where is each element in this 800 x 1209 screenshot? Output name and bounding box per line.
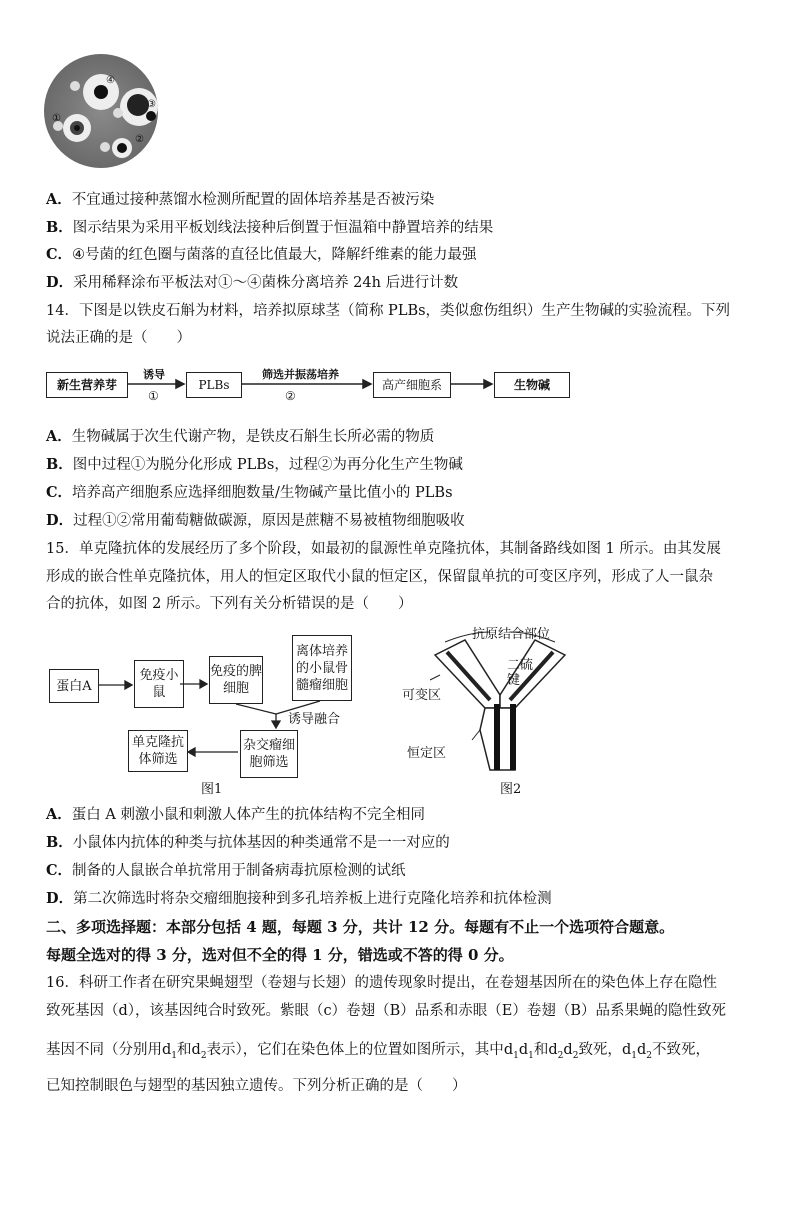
flow-box-alkaloid: 生物碱 xyxy=(494,372,570,398)
fig1-protein-a: 蛋白A xyxy=(49,669,99,703)
q14-stem: 14．下图是以铁皮石斛为材料，培养拟原球茎（简称 PLBs，类似愈伤组织）生产生物碱的实验流程。下列 xyxy=(46,303,731,319)
dish-colony-label: ③ xyxy=(147,99,156,110)
fig1-antibody-screen: 单克隆抗体筛选 xyxy=(128,730,188,772)
q16-stem: 16．科研工作者在研究果蝇翅型（卷翅与长翅）的遗传现象时提出，在卷翅基因所在的染色体上存在隐性 xyxy=(46,975,717,991)
fig1-fusion-label: 诱导融合 xyxy=(288,712,341,727)
q16-stem-2: 致死基因（d），该基因纯合时致死。紫眼（c）卷翅（B）品系和赤眼（E）卷翅（B）品系果蝇的隐性致死 xyxy=(46,1003,727,1019)
q15-stem: 15．单克隆抗体的发展经历了多个阶段，如最初的鼠源性单克隆抗体，其制备路线如图 1 所示。由其发展 xyxy=(46,541,721,557)
q16-stem-4: 已知控制眼色与翅型的基因独立遗传。下列分析正确的是（ ） xyxy=(46,1078,467,1094)
fig1-hybridoma-screen: 杂交瘤细胞筛选 xyxy=(240,730,298,778)
fig1-myeloma-cells: 离体培养的小鼠骨髓瘤细胞 xyxy=(292,635,352,701)
flow-box-cellline: 高产细胞系 xyxy=(373,372,451,398)
dish-colony-label: ① xyxy=(52,113,61,124)
q13-option-d: D．采用稀释涂布平板法对①～④菌株分离培养 24h 后进行计数 xyxy=(46,274,459,291)
flow-box-sprout: 新生营养芽 xyxy=(46,372,128,398)
flow-box-plbs: PLBs xyxy=(186,372,242,398)
fig2-constant-region: 恒定区 xyxy=(407,746,447,761)
q13-option-b: B．图示结果为采用平板划线法接种后倒置于恒温箱中静置培养的结果 xyxy=(46,219,494,236)
dish-colony-label: ④ xyxy=(106,75,115,86)
q13-option-a: A．不宜通过接种蒸馏水检测所配置的固体培养基是否被污染 xyxy=(46,191,435,208)
q13-option-c: C．④号菌的红色圈与菌落的直径比值最大，降解纤维素的能力最强 xyxy=(46,246,477,263)
flow-step2-num: ② xyxy=(285,389,296,403)
fig1-immune-mouse: 免疫小鼠 xyxy=(134,660,184,708)
q15-option-a: A．蛋白 A 刺激小鼠和刺激人体产生的抗体结构不完全相同 xyxy=(46,806,425,823)
q14-option-c: C．培养高产细胞系应选择细胞数量/生物碱产量比值小的 PLBs xyxy=(46,484,453,501)
q14-option-b: B．图中过程①为脱分化形成 PLBs，过程②为再分化生产生物碱 xyxy=(46,456,463,473)
q15-option-b: B．小鼠体内抗体的种类与抗体基因的种类通常不是一一对应的 xyxy=(46,834,450,851)
q15-option-d: D．第二次筛选时将杂交瘤细胞接种到多孔培养板上进行克隆化培养和抗体检测 xyxy=(46,890,552,907)
q14-option-d: D．过程①②常用葡萄糖做碳源，原因是蔗糖不易被植物细胞吸收 xyxy=(46,512,465,529)
q14-option-a: A．生物碱属于次生代谢产物，是铁皮石斛生长所必需的物质 xyxy=(46,428,435,445)
flow-step1-label: 诱导 xyxy=(143,368,165,381)
flow-step1-num: ① xyxy=(148,389,159,403)
fig2-antigen-binding-site: 抗原结合部位 xyxy=(472,627,551,642)
fig2-caption: 图2 xyxy=(500,782,522,797)
fig2-variable-region: 可变区 xyxy=(402,688,442,703)
q16-stem-3: 基因不同（分别用$d_1$和$d_2$表示），它们在染色体上的位置如图所示，其中$d_1d_1$和$d_2d_2$致死，$d_1d_2$不致死， xyxy=(46,1042,710,1061)
q15-option-c: C．制备的人鼠嵌合单抗常用于制备病毒抗原检测的试纸 xyxy=(46,862,406,879)
flow-step2-label: 筛选并振荡培养 xyxy=(262,368,339,381)
fig1-caption: 图1 xyxy=(201,782,223,797)
fig1-spleen-cells: 免疫的脾细胞 xyxy=(209,656,263,704)
antibody-structure-diagram xyxy=(390,620,590,800)
section-2-heading-2: 每题全选对的得 3 分，选对但不全的得 1 分，错选或不答的得 0 分。 xyxy=(46,946,514,964)
section-2-heading: 二、多项选择题：本部分包括 4 题，每题 3 分，共计 12 分。每题有不止一个选项符合题意。 xyxy=(46,918,675,936)
q15-stem-2: 形成的嵌合性单克隆抗体，用人的恒定区取代小鼠的恒定区，保留鼠单抗的可变区序列，形成了人一鼠杂 xyxy=(46,569,713,585)
q14-stem-2: 说法正确的是（ ） xyxy=(46,330,191,346)
q15-stem-3: 合的抗体，如图 2 所示。下列有关分析错误的是（ ） xyxy=(46,596,413,612)
fig2-disulfide-bond: 二硫键 xyxy=(507,658,534,688)
dish-colony-label: ② xyxy=(135,134,144,145)
